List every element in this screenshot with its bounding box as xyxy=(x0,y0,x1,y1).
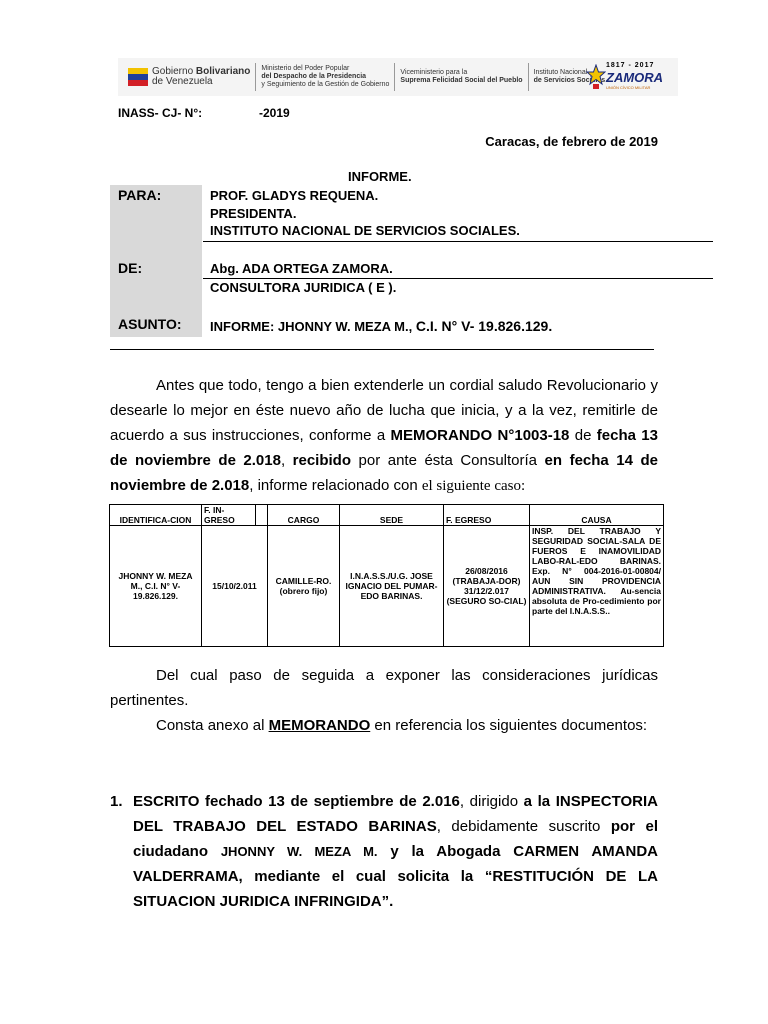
inst-line-2: de Servicios Sociales xyxy=(533,77,606,84)
list-number: 1. xyxy=(110,793,123,810)
zamora-logo xyxy=(584,60,674,94)
institutional-banner xyxy=(118,58,678,96)
asunto-text: INFORME: JHONNY W. MEZA M., xyxy=(210,319,413,334)
reference-year: -2019 xyxy=(259,106,290,120)
memo-date: fecha 13 de noviembre de 2.018 xyxy=(110,427,658,469)
viceministry-text xyxy=(400,69,522,85)
p1-recibido: recibido xyxy=(292,452,352,469)
cell-ingreso: 15/10/2.011 xyxy=(202,526,268,647)
gov-name-1: Gobierno xyxy=(152,66,194,77)
item-d: , debidamente suscrito xyxy=(436,818,611,835)
p1-text-i: , informe relacionado con xyxy=(249,477,422,494)
p1-text-e: , xyxy=(280,452,293,469)
p3-text-c: en referencia los siguientes documentos: xyxy=(370,717,648,734)
table-header-row xyxy=(110,505,664,526)
ministry-line-3: y Seguimiento de la Gestión de Gobierno xyxy=(261,81,390,88)
intro-paragraph xyxy=(110,373,658,499)
de-line-2: CONSULTORA JURIDICA ( E ). xyxy=(210,280,397,295)
p1-text-g: por ante ésta Consultoría xyxy=(351,452,545,469)
p1-text-a: Antes que todo, tengo a bien extenderle un cordial saludo Revolucionario y desearle lo mejor en éste nuevo año de lucha que inicia, y a la vez, remitirle de acuerdo a sus instrucciones, conforme a xyxy=(110,377,658,444)
venezuela-flag-icon xyxy=(128,68,148,86)
gov-name-2: Bolivariano xyxy=(195,66,251,77)
de-label: DE: xyxy=(118,260,143,276)
item-b: , dirigido xyxy=(459,793,524,810)
col-header: IDENTIFICA-CION xyxy=(110,505,202,526)
p1-text-j: el siguiente caso: xyxy=(421,478,526,494)
asunto-ci: C.I. N° V- 19.826.129. xyxy=(415,318,553,334)
considerations-paragraph xyxy=(110,663,658,713)
ministry-text xyxy=(261,65,389,89)
para-line-1: PROF. GLADYS REQUENA. xyxy=(210,188,379,203)
item-a: ESCRITO fechado 13 de septiembre de 2.016 xyxy=(133,793,460,810)
de-line-1: Abg. ADA ORTEGA ZAMORA. xyxy=(210,261,393,276)
item-g: y la Abogada CARMEN AMANDA VALDERRAMA, mediante el cual solicita la “RESTITUCIÓN DE LA SITUACION JURIDICA INFRINGIDA”. xyxy=(133,843,658,910)
item-f: JHONNY W. MEZA M. xyxy=(220,844,378,859)
divider-de xyxy=(203,278,713,279)
date-line: Caracas, de febrero de 2019 xyxy=(485,134,658,149)
reference-label: INASS- CJ- N°: xyxy=(118,106,203,120)
divider-asunto xyxy=(110,349,654,350)
zamora-name: ZAMORA xyxy=(606,70,664,85)
p1-text-c: de xyxy=(569,427,597,444)
gobierno-bolivariano-logo xyxy=(128,67,250,87)
para-line-3: INSTITUTO NACIONAL DE SERVICIOS SOCIALES. xyxy=(210,223,520,238)
cell-egreso: 26/08/2016 (TRABAJA-DOR) 31/12/2.017 (SEGURO SO-CIAL) xyxy=(444,526,530,647)
divider-para xyxy=(203,241,713,242)
col-header: F. EGRESO xyxy=(444,505,530,526)
cell-identificacion: JHONNY W. MEZA M., C.I. N° V- 19.826.129. xyxy=(110,526,202,647)
col-header: CAUSA xyxy=(530,505,664,526)
annex-paragraph xyxy=(110,713,658,738)
col-header xyxy=(256,505,268,526)
ministry-line-1: Ministerio del Poder Popular xyxy=(261,65,350,72)
para-label: PARA: xyxy=(118,187,162,203)
item-e: por el ciudadano xyxy=(133,818,659,860)
cell-sede: I.N.A.S.S./U.G. JOSE IGNACIO DEL PUMAR-EDO BARINAS. xyxy=(340,526,444,647)
cell-cargo: CAMILLE-RO. (obrero fijo) xyxy=(268,526,340,647)
ministry-line-2: del Despacho de la Presidencia xyxy=(261,73,367,80)
inst-line-1: Instituto Nacional xyxy=(533,69,588,76)
zamora-years: 1817 - 2017 xyxy=(606,62,655,69)
col-header: SEDE xyxy=(340,505,444,526)
document-title: INFORME. xyxy=(348,169,412,184)
memo-word: MEMORANDO xyxy=(268,717,371,734)
p2-text: Del cual paso de seguida a exponer las consideraciones jurídicas pertinentes. xyxy=(110,667,658,709)
gov-name-3: de Venezuela xyxy=(152,76,213,87)
zamora-star-icon xyxy=(586,64,606,90)
case-table xyxy=(109,504,664,647)
memo-number: MEMORANDO N°1003-18 xyxy=(390,427,570,444)
cell-causa: INSP. DEL TRABAJO Y SEGURIDAD SOCIAL-SALA DE FUEROS E INAMOVILIDAD LABO-RAL-EDO BARINAS. Exp. N° 004-2016-01-00804/ AUN SIN PROVIDENCIA ADMINISTRATIVA. Au-sencia absoluta de Pro-cedimiento por parte del I.N.A.S.S.. xyxy=(530,526,664,647)
col-header: CARGO xyxy=(268,505,340,526)
table-row xyxy=(110,526,664,647)
vice-line-2: Suprema Felicidad Social del Pueblo xyxy=(400,77,523,84)
vice-line-1: Viceministerio para la xyxy=(400,69,468,76)
asunto-label: ASUNTO: xyxy=(118,316,182,332)
list-item xyxy=(133,789,658,914)
col-header: F. IN-GRESO xyxy=(202,505,256,526)
item-c: a la INSPECTORIA DEL TRABAJO DEL ESTADO BARINAS xyxy=(133,793,658,835)
p3-text-a: Consta anexo al xyxy=(156,717,269,734)
received-date: en fecha 14 de noviembre de 2.018 xyxy=(110,452,658,494)
para-line-2: PRESIDENTA. xyxy=(210,206,297,221)
asunto-line xyxy=(210,318,552,334)
zamora-subtitle: UNIÓN CÍVICO MILITAR xyxy=(606,85,651,90)
